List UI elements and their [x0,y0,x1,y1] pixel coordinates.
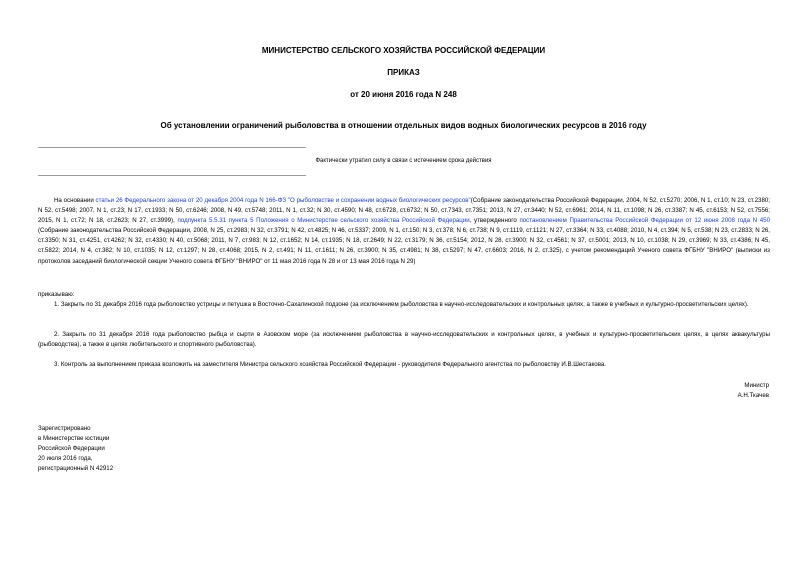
order-item-1: 1. Закрыть по 31 декабря 2016 года рыболовство устрицы и петушка в Восточно-Сахалинской подзоне (за исключением рыболовства в научно-исследовательских и контрольных целях, а также в учебных и культурно-просветительских целях). [54,301,749,308]
status-note: Фактически утратил силу в связи с истечением срока действия [315,158,492,164]
preamble-text-2: (Собрание законодательства Российской Федерации, 2004, N 52, ст.5270; 2006, N 1, ст.10; N 23, ст.2380; N 52, ст.5498; 2007, N 1, ст.23; N 17, ст.1933; N 50, ст.6246; 2008, N 49, ст.5748; 2011, N 1, ст.32; N 30, ст.4590; N 48, ст.6728, ст.6732; N 50, ст.7343, ст.7351; 2013, N 27, ст.3440; N 52, ст.6961; 2014, N 11, ст.1098; N 26, ст.3387; N 45, ст.6153; N 52, ст.7556; 2015, N 1, ст.72; N 18, ст.2623; N 27, ст.3999), [38,197,770,225]
registration-line: в Министерстве юстиции [38,435,110,443]
signature-name: А.Н.Ткачев [737,392,769,400]
link-federal-law-article-26[interactable]: статьи 26 Федерального закона от 20 декабря 2004 года N 166-ФЗ "О рыболовстве и сохранении водных биологических ресурсов" [95,197,471,204]
document-date-number: от 20 июня 2016 года N 248 [350,90,457,99]
divider-bottom [38,175,306,176]
registration-line: Российской Федерации [38,445,105,453]
order-item-2: 2. Закрыть по 31 декабря 2016 года рыболовство рыбца и сырти в Азовском море (за исключением рыболовства в научно-исследовательских и контрольных целях, в учебных и культурно-просветительских целях, в целях аквакультуры (рыбоводства), а также в целях любительского и спортивного рыболовства). [38,331,770,349]
preamble-text-3: , утвержденного [469,217,520,225]
signature-block [649,381,769,401]
divider-top [38,147,306,148]
link-regulation-subclause[interactable]: подпункта 5.5.31 пункта 5 Положения о Министерстве сельского хозяйства Российской Федерации [177,217,470,225]
preamble-text-1: На основании [54,197,96,204]
ministry-heading: МИНИСТЕРСТВО СЕЛЬСКОГО ХОЗЯЙСТВА РОССИЙСКОЙ ФЕДЕРАЦИИ [261,46,546,55]
signature-position: Министр [744,382,769,389]
document-title: Об установлении ограничений рыболовства в отношении отдельных видов водных биологических ресурсов в 2016 году [160,121,647,130]
preamble-paragraph [38,196,770,267]
registration-block [38,424,238,474]
registration-line: Зарегистрировано [38,425,91,432]
registration-line: регистрационный N 42912 [38,465,114,473]
order-item-3: 3. Контроль за выполнением приказа возложить на заместителя Министра сельского хозяйства Российской Федерации - руководителя Федерального агентства по рыболовству И.В.Шестакова. [54,361,607,368]
preamble-text-4: (Собрание законодательства Российской Федерации, 2008, N 25, ст.2983; N 32, ст.3791; N 42, ст.4825; N 46, ст.5337; 2009, N 1, ст.150; N 3, ст.378; N 6, ст.738; N 9, ст.1119, ст.1121; N 27, ст.3364; N 33, ст.4088; 2010, N 4, ст.394; N 5, ст.538; N 23, ст.2833; N 26, ст.3350; N 31, ст.4251, ст.4262; N 32, ст.4330; N 40, ст.5068; 2011, N 7, ст.983; N 12, ст.1652; N 14, ст.1935; N 18, ст.2649; N 22, ст.3179; N 36, ст.5154; 2012, N 28, ст.3900; N 32, ст.4561; N 37, ст.5001; 2013, N 10, ст.1038; N 29, ст.3969; N 33, ст.4386; N 45, ст.5822; 2014, N 4, ст.382; N 10, ст.1035; N 12, ст.1297; N 28, ст.4068; 2015, N 2, ст.491; N 11, ст.1611; N 26, ст.3900; N 35, ст.4981; N 38, ст.5297; N 47, ст.6603; 2016, N 2, ст.325), с учетом рекомендаций Ученого совета ФГБНУ "ВНИРО" (выписки из протоколов заседаний биологической секции Ученого совета ФГБНУ "ВНИРО" от 11 мая 2016 года N 28 и от 13 мая 2016 года N 29) [38,227,770,265]
document-type: ПРИКАЗ [387,68,420,77]
link-government-resolution-450[interactable]: постановлением Правительства Российской Федерации от 12 июня 2008 года N 450 [519,217,770,225]
registration-line: 20 июля 2016 года, [38,455,93,463]
order-word: приказываю: [38,291,75,298]
